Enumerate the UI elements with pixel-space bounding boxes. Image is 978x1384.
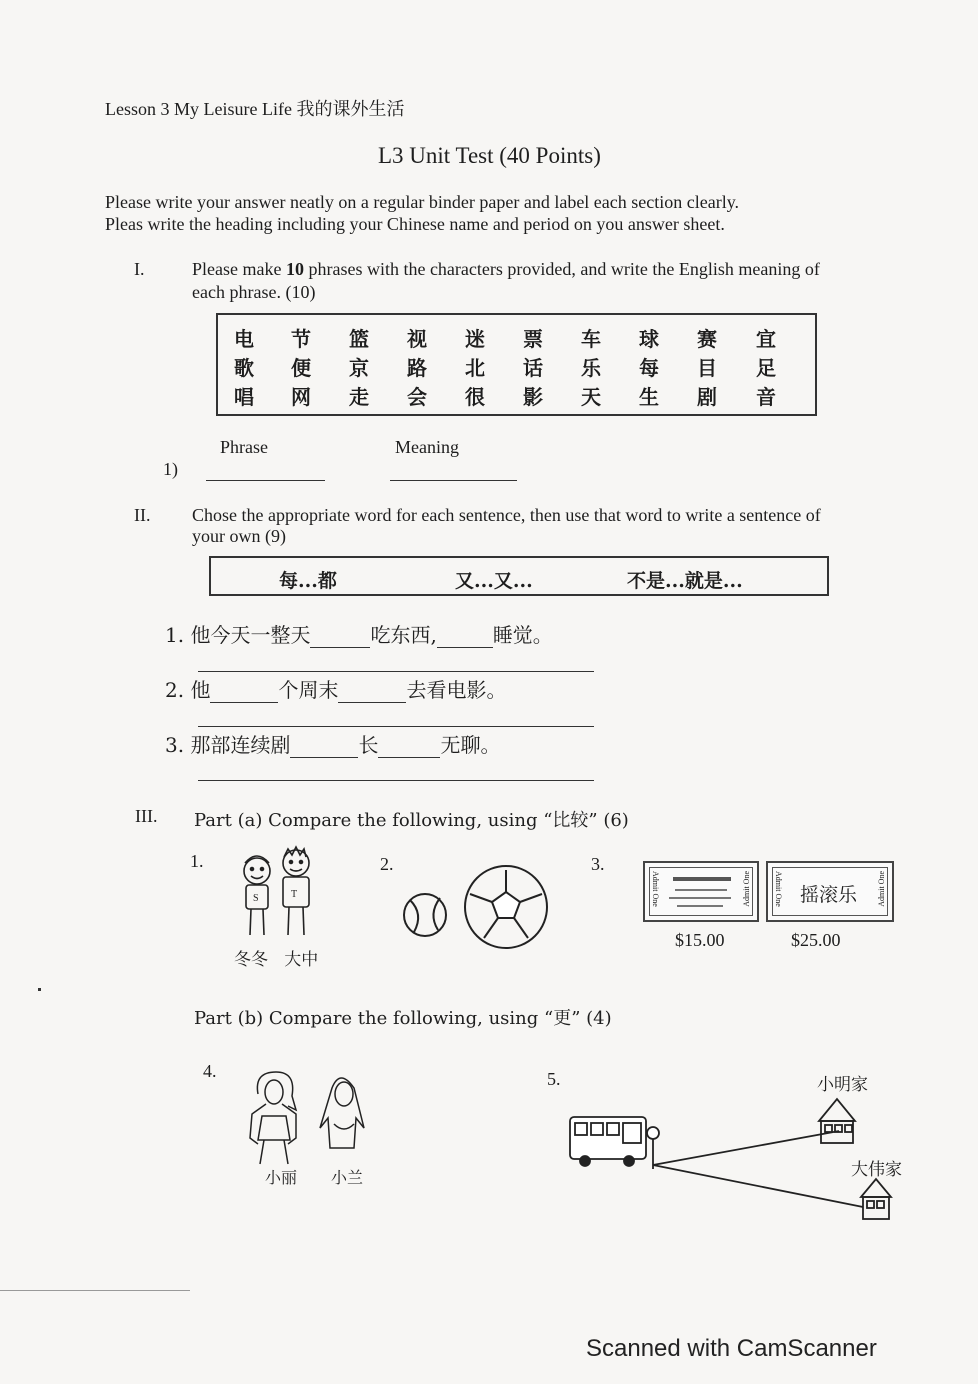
part-a-instructions: Part (a) Compare the following, using “比较” (6) xyxy=(194,810,629,831)
grid-char: 很 xyxy=(465,385,485,409)
house-label-2: 大伟家 xyxy=(851,1160,902,1180)
phrase-header: Phrase xyxy=(220,437,268,457)
grid-char: 宜 xyxy=(756,327,776,351)
scanner-watermark: Scanned with CamScanner xyxy=(586,1335,877,1362)
part-b-instructions: Part (b) Compare the following, using “更” (4) xyxy=(194,1008,612,1029)
grid-char: 目 xyxy=(697,356,717,380)
grid-char: 音 xyxy=(756,385,776,409)
section-2-numeral: II. xyxy=(134,505,151,525)
answer-line[interactable] xyxy=(198,726,594,727)
grid-char: 每 xyxy=(639,356,659,380)
ticket-2 xyxy=(766,861,894,922)
grid-char: 话 xyxy=(523,356,543,380)
admit-one-label: Admit One xyxy=(774,871,783,907)
two-girls-illustration xyxy=(240,1068,390,1168)
admit-one-label: Admit One xyxy=(651,871,660,907)
item-number: 2. xyxy=(380,854,394,874)
sentence-2: 2. 他 个周末 去看电影。 xyxy=(165,678,507,702)
phrase-blank[interactable] xyxy=(206,480,325,481)
grid-char: 足 xyxy=(756,356,776,380)
grid-char: 网 xyxy=(291,385,311,409)
grid-char: 影 xyxy=(523,385,543,409)
sentence-blank[interactable] xyxy=(310,629,370,648)
kids-names: 冬冬 大中 xyxy=(234,950,319,970)
sentence-blank[interactable] xyxy=(210,684,278,703)
sentence-number: 3. xyxy=(165,733,185,757)
sentence-blank[interactable] xyxy=(290,739,358,758)
girl-name-1: 小丽 xyxy=(265,1168,298,1187)
section-1-instructions-cont: each phrase. (10) xyxy=(192,282,316,302)
grid-char: 电 xyxy=(234,327,254,351)
grid-char: 走 xyxy=(349,385,369,409)
word-choice-2: 又...又... xyxy=(455,570,533,592)
grid-char: 票 xyxy=(523,327,543,351)
grid-char: 会 xyxy=(407,385,427,409)
house-label-1: 小明家 xyxy=(817,1075,868,1095)
grid-char: 唱 xyxy=(234,385,254,409)
meaning-blank[interactable] xyxy=(390,480,517,481)
svg-text:T: T xyxy=(291,889,298,900)
grid-char: 剧 xyxy=(697,385,717,409)
sentence-number: 1. xyxy=(165,623,185,647)
word-choice-3: 不是...就是... xyxy=(627,570,743,592)
meaning-header: Meaning xyxy=(395,437,459,457)
answer-line[interactable] xyxy=(198,671,594,672)
section-2-instructions-cont: your own (9) xyxy=(192,526,286,546)
svg-text:S: S xyxy=(253,893,259,904)
ticket-2-title: 摇滚乐 xyxy=(800,884,858,906)
lesson-heading: Lesson 3 My Leisure Life 我的课外生活 xyxy=(105,99,405,119)
admit-one-label: Admit One xyxy=(877,871,886,907)
instruction-line-1: Please write your answer neatly on a regular binder paper and label each section clearly. xyxy=(105,192,740,212)
girl-name-2: 小兰 xyxy=(331,1168,364,1187)
ticket-1 xyxy=(643,861,759,922)
balls-illustration xyxy=(400,862,552,954)
two-boys-illustration xyxy=(232,843,328,943)
word-choice-box xyxy=(209,556,829,596)
grid-char: 视 xyxy=(407,327,427,351)
section-2-instructions: Chose the appropriate word for each sentence, then use that word to write a sentence of xyxy=(192,505,821,525)
sentence-blank[interactable] xyxy=(338,684,406,703)
page-edge xyxy=(0,1290,190,1291)
page-title: L3 Unit Test (40 Points) xyxy=(378,143,601,168)
item-number: 5. xyxy=(547,1069,561,1089)
section-1-numeral: I. xyxy=(134,259,145,279)
grid-char: 节 xyxy=(291,327,311,351)
speck xyxy=(38,988,41,991)
price-2: $25.00 xyxy=(791,930,841,950)
grid-char: 篮 xyxy=(349,327,369,351)
grid-char: 歌 xyxy=(234,356,254,380)
sentence-3: 3. 那部连续剧 长 无聊。 xyxy=(165,733,501,757)
grid-char: 京 xyxy=(349,356,369,380)
grid-char: 球 xyxy=(639,327,659,351)
grid-char: 赛 xyxy=(697,327,717,351)
example-number: 1) xyxy=(163,459,178,479)
item-number: 4. xyxy=(203,1061,217,1081)
sentence-1: 1. 他今天一整天 吃东西, 睡觉。 xyxy=(165,623,553,647)
answer-line[interactable] xyxy=(198,780,594,781)
grid-char: 乐 xyxy=(581,356,601,380)
grid-char: 车 xyxy=(581,327,601,351)
price-1: $15.00 xyxy=(675,930,725,950)
sentence-number: 2. xyxy=(165,678,185,702)
grid-char: 天 xyxy=(581,385,601,409)
grid-char: 生 xyxy=(639,385,659,409)
item-number: 1. xyxy=(190,851,204,871)
word-choice-1: 每...都 xyxy=(279,570,337,592)
item-number: 3. xyxy=(591,854,605,874)
sentence-blank[interactable] xyxy=(378,739,440,758)
grid-char: 便 xyxy=(291,356,311,380)
grid-char: 路 xyxy=(407,356,427,380)
grid-char: 北 xyxy=(465,356,485,380)
grid-char: 迷 xyxy=(465,327,485,351)
character-grid xyxy=(216,313,817,416)
instruction-line-2: Pleas write the heading including your Chinese name and period on you answer sheet. xyxy=(105,214,725,234)
admit-one-label: Admit One xyxy=(742,871,751,907)
sentence-blank[interactable] xyxy=(437,629,493,648)
section-3-numeral: III. xyxy=(135,806,158,826)
section-1-instructions: Please make 10 phrases with the characters provided, and write the English meaning of xyxy=(192,259,820,279)
